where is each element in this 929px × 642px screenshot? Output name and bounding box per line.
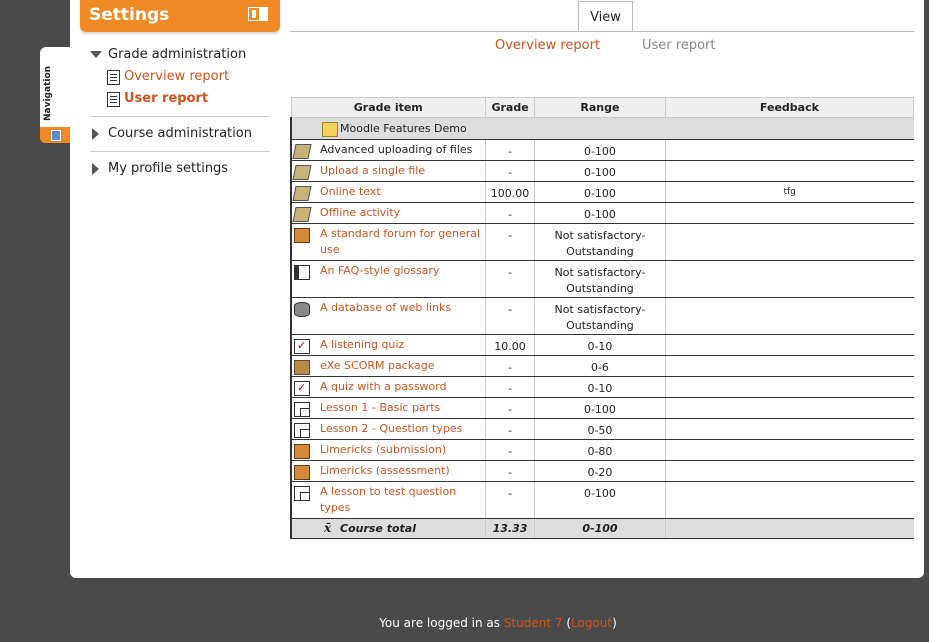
feedback-cell xyxy=(665,161,913,182)
grade-item-cell[interactable] xyxy=(291,440,486,461)
table-row xyxy=(291,298,914,335)
branch-label: My profile settings xyxy=(108,161,229,176)
tab-view[interactable]: View xyxy=(578,1,633,32)
navigation-tab-label: Navigation xyxy=(43,65,53,121)
grade-cell: - xyxy=(486,140,535,161)
header-feedback: Feedback xyxy=(665,98,913,118)
lesson-icon xyxy=(294,423,310,438)
grade-cell: - xyxy=(486,461,535,482)
feedback-cell xyxy=(665,356,913,377)
category-label: Moodle Features Demo xyxy=(340,122,467,135)
grade-item-cell[interactable] xyxy=(291,161,486,182)
table-row xyxy=(291,203,914,224)
course-total-range: 0-100 xyxy=(535,519,666,539)
lesson-icon xyxy=(294,486,310,501)
feedback-cell xyxy=(665,140,913,161)
sigma-icon: x̄ xyxy=(324,521,332,535)
feedback-cell xyxy=(665,203,913,224)
course-total-row xyxy=(291,519,914,539)
feedback-cell xyxy=(665,398,913,419)
range-cell: 0-100 xyxy=(535,203,666,224)
table-row xyxy=(291,419,914,440)
feedback-cell xyxy=(665,419,913,440)
assignment-icon xyxy=(292,207,311,222)
category-row xyxy=(291,118,914,140)
database-icon xyxy=(294,302,310,317)
dock-icon[interactable] xyxy=(40,127,70,143)
table-body xyxy=(291,118,914,539)
expanded-arrow-icon xyxy=(90,51,102,58)
grade-item-name: A listening quiz xyxy=(320,338,405,351)
range-cell: 0-50 xyxy=(535,419,666,440)
table-row xyxy=(291,377,914,398)
course-total-grade: 13.33 xyxy=(486,519,535,539)
table-row xyxy=(291,482,914,519)
grade-item-name: eXe SCORM package xyxy=(320,359,435,372)
table-row xyxy=(291,161,914,182)
table-row xyxy=(291,182,914,203)
grade-item-cell xyxy=(291,140,486,161)
feedback-cell xyxy=(665,440,913,461)
range-cell: 0-10 xyxy=(535,377,666,398)
scorm-icon xyxy=(294,360,310,375)
report-icon xyxy=(107,92,120,107)
feedback-cell xyxy=(665,377,913,398)
assignment-icon xyxy=(292,165,311,180)
grade-item-cell[interactable] xyxy=(291,261,486,298)
divider xyxy=(90,151,270,152)
grade-cell: - xyxy=(486,261,535,298)
table-row xyxy=(291,335,914,356)
quiz-icon xyxy=(294,381,310,396)
course-total-feedback xyxy=(665,519,913,539)
feedback-cell xyxy=(665,461,913,482)
glossary-icon xyxy=(294,265,310,280)
forum-icon xyxy=(294,228,310,243)
grade-item-cell[interactable] xyxy=(291,482,486,519)
quiz-icon xyxy=(294,339,310,354)
table-row xyxy=(291,461,914,482)
grade-item-name: A lesson to test question types xyxy=(320,485,457,514)
grade-item-name: Limericks (assessment) xyxy=(320,464,450,477)
tree-branch-grade-administration[interactable] xyxy=(90,44,270,66)
range-cell: 0-80 xyxy=(535,440,666,461)
grade-cell: - xyxy=(486,482,535,519)
tree-branch-course-administration[interactable] xyxy=(90,123,270,145)
grade-item-name: An FAQ-style glossary xyxy=(320,264,440,277)
feedback-cell xyxy=(665,298,913,335)
table-row xyxy=(291,261,914,298)
grade-item-name: Lesson 1 - Basic parts xyxy=(320,401,441,414)
grade-item-cell[interactable] xyxy=(291,298,486,335)
grade-cell: 10.00 xyxy=(486,335,535,356)
overview-report-link[interactable]: Overview report xyxy=(495,38,601,53)
table-row xyxy=(291,398,914,419)
settings-tree xyxy=(90,44,270,180)
dock-block-icon[interactable] xyxy=(248,7,268,21)
header-grade: Grade xyxy=(486,98,535,118)
grade-cell: - xyxy=(486,224,535,261)
settings-block-header xyxy=(80,0,280,32)
settings-title: Settings xyxy=(89,5,170,25)
feedback-cell xyxy=(665,224,913,261)
grade-item-cell[interactable] xyxy=(291,377,486,398)
grade-item-cell[interactable] xyxy=(291,182,486,203)
range-cell: 0-100 xyxy=(535,161,666,182)
branch-label: Course administration xyxy=(108,126,252,141)
lesson-icon xyxy=(294,402,310,417)
grade-cell: - xyxy=(486,377,535,398)
collapsed-arrow-icon xyxy=(92,163,99,175)
folder-icon xyxy=(322,122,338,137)
course-total-label: Course total xyxy=(340,522,416,535)
feedback-cell xyxy=(665,335,913,356)
assignment-icon xyxy=(292,144,311,159)
grade-cell: - xyxy=(486,398,535,419)
login-info-text: You are logged in as xyxy=(379,616,500,630)
grade-cell: - xyxy=(486,203,535,224)
range-cell: Not satisfactory-Outstanding xyxy=(535,224,666,261)
feedback-cell xyxy=(665,482,913,519)
tree-branch-my-profile-settings[interactable] xyxy=(90,158,270,180)
header-grade-item: Grade item xyxy=(291,98,486,118)
grade-item-name: Lesson 2 - Question types xyxy=(320,422,463,435)
table-header-row xyxy=(291,98,914,118)
user-grade-table xyxy=(290,97,914,539)
grade-cell: - xyxy=(486,298,535,335)
tree-link-user-report[interactable] xyxy=(90,88,270,110)
grade-cell: - xyxy=(486,356,535,377)
grade-item-cell[interactable] xyxy=(291,461,486,482)
table-row xyxy=(291,356,914,377)
table-row xyxy=(291,440,914,461)
range-cell: 0-20 xyxy=(535,461,666,482)
grade-cell: - xyxy=(486,440,535,461)
grade-item-cell[interactable] xyxy=(291,356,486,377)
grade-cell: 100.00 xyxy=(486,182,535,203)
grade-item-name: Upload a single file xyxy=(320,164,426,177)
grade-item-name: Advanced uploading of files xyxy=(320,143,473,156)
footer: You are logged in as Student 7 (Logout) xyxy=(379,616,617,630)
link-label: User report xyxy=(124,91,209,106)
range-cell: 0-100 xyxy=(535,398,666,419)
grade-cell: - xyxy=(486,419,535,440)
collapsed-arrow-icon xyxy=(92,128,99,140)
grade-item-cell[interactable] xyxy=(291,335,486,356)
grade-item-cell[interactable] xyxy=(291,398,486,419)
grade-item-cell[interactable] xyxy=(291,203,486,224)
feedback-cell xyxy=(665,261,913,298)
grade-item-cell[interactable] xyxy=(291,419,486,440)
header-range: Range xyxy=(535,98,666,118)
assignment-icon xyxy=(292,186,311,201)
branch-label: Grade administration xyxy=(108,47,247,62)
workshop-icon xyxy=(294,444,310,459)
table-row xyxy=(291,224,914,261)
range-cell: 0-6 xyxy=(535,356,666,377)
range-cell: Not satisfactory-Outstanding xyxy=(535,261,666,298)
feedback-cell: tfg xyxy=(665,182,913,203)
grade-item-name: A quiz with a password xyxy=(320,380,447,393)
grade-item-name: Offline activity xyxy=(320,206,401,219)
navigation-block-tab[interactable] xyxy=(40,47,70,143)
logout-link[interactable]: Logout xyxy=(571,616,613,630)
grade-item-name: A standard forum for general use xyxy=(320,227,481,256)
report-icon xyxy=(107,70,120,85)
workshop-icon xyxy=(294,465,310,480)
link-label: Overview report xyxy=(124,69,230,84)
user-profile-link[interactable]: Student 7 xyxy=(503,616,563,630)
range-cell: 0-10 xyxy=(535,335,666,356)
grade-item-name: A database of web links xyxy=(320,301,452,314)
grade-item-cell[interactable] xyxy=(291,224,486,261)
range-cell: Not satisfactory-Outstanding xyxy=(535,298,666,335)
divider xyxy=(90,116,270,117)
grade-cell: - xyxy=(486,161,535,182)
user-report-link[interactable]: User report xyxy=(642,38,716,53)
tab-divider xyxy=(290,31,914,32)
range-cell: 0-100 xyxy=(535,482,666,519)
grade-item-name: Limericks (submission) xyxy=(320,443,447,456)
grade-item-name: Online text xyxy=(320,185,381,198)
tree-link-overview-report[interactable] xyxy=(90,66,270,88)
table-row xyxy=(291,140,914,161)
range-cell: 0-100 xyxy=(535,140,666,161)
range-cell: 0-100 xyxy=(535,182,666,203)
